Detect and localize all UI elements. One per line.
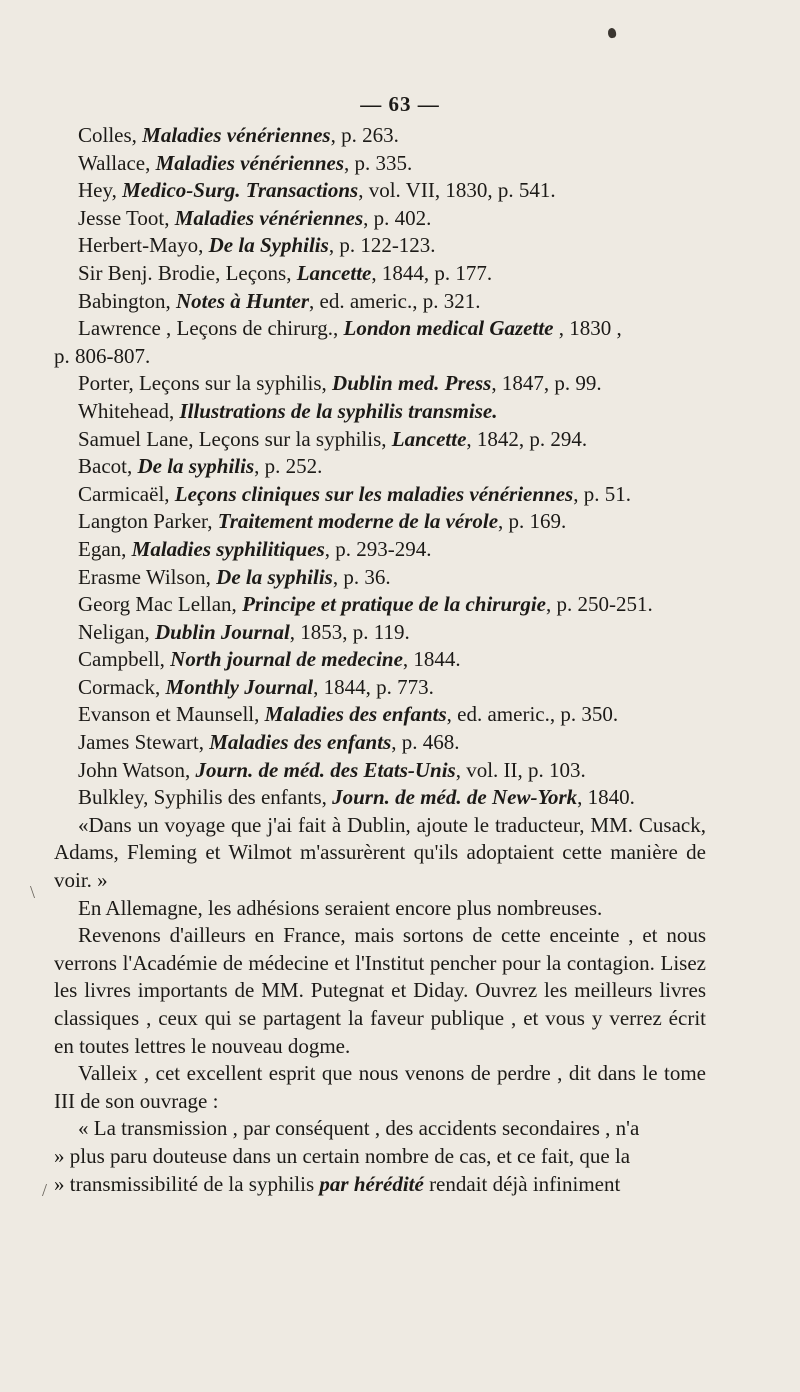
reference-author: John Watson, <box>78 757 196 782</box>
reference-details: , p. 293-294. <box>324 536 432 561</box>
reference-details: , 1844, p. 773. <box>313 674 434 699</box>
ink-blot <box>607 27 617 38</box>
paragraph-valleix: Valleix , cet excellent esprit que nous venons de perdre , dit dans le tome III de son ouvrage : <box>54 1061 706 1113</box>
reference-entry <box>78 426 706 454</box>
margin-tick: \ <box>30 882 36 902</box>
reference-author: Neligan, <box>78 619 155 644</box>
page-text <box>54 122 706 1198</box>
reference-author: Jesse Toot, <box>78 205 175 230</box>
reference-entry <box>78 260 706 288</box>
reference-author: Bacot, <box>78 454 138 479</box>
reference-author: Samuel Lane, Leçons sur la syphilis, <box>78 426 392 451</box>
reference-title: De la Syphilis <box>208 233 329 258</box>
reference-entry <box>78 205 706 233</box>
reference-details: , vol. VII, 1830, p. 541. <box>358 178 556 203</box>
reference-title: Maladies vénériennes <box>174 205 364 230</box>
reference-entry <box>78 453 706 481</box>
paragraph-allemagne: En Allemagne, les adhésions seraient encore plus nombreuses. <box>78 895 603 920</box>
reference-entry <box>78 646 706 674</box>
reference-details: , p. 122-123. <box>328 233 436 258</box>
reference-details: , vol. II, p. 103. <box>455 757 586 782</box>
quote-text: » transmissibilité de la syphilis <box>54 1171 320 1196</box>
reference-entry <box>78 729 706 757</box>
reference-author: Sir Benj. Brodie, Leçons, <box>78 260 297 285</box>
reference-details: , 1844. <box>402 647 461 672</box>
reference-author: Evanson et Maunsell, <box>78 702 265 727</box>
reference-entry <box>78 757 706 785</box>
quote-text: rendait déjà infiniment <box>423 1171 621 1196</box>
reference-entry <box>78 370 706 398</box>
reference-title: Monthly Journal <box>165 674 314 699</box>
reference-details: , 1844, p. 177. <box>371 260 493 285</box>
reference-details: , 1842, p. 294. <box>466 426 588 451</box>
reference-title: De la syphilis <box>216 564 333 589</box>
reference-author: Colles, <box>78 123 143 147</box>
reference-title: Notes à Hunter <box>176 288 310 313</box>
reference-details: , 1853, p. 119. <box>289 619 410 644</box>
reference-author: Hey, <box>78 178 123 203</box>
reference-title: Lancette <box>391 426 467 451</box>
reference-entry <box>78 701 706 729</box>
quote-block <box>54 1115 706 1198</box>
reference-author: Porter, Leçons sur la syphilis, <box>78 371 333 396</box>
reference-title: De la syphilis <box>137 454 255 479</box>
reference-entry <box>78 122 706 150</box>
reference-details: , p. 468. <box>391 730 460 755</box>
reference-title: Maladies vénériennes <box>155 150 344 175</box>
reference-title: Medico-Surg. Transactions <box>122 178 359 203</box>
reference-title: London medical Gazette <box>343 316 554 341</box>
reference-author: Cormack, <box>78 674 166 699</box>
reference-details: , p. 252. <box>254 454 323 479</box>
reference-entry <box>78 784 706 812</box>
reference-details: , 1847, p. 99. <box>491 371 602 396</box>
reference-title: Lancette <box>296 260 372 285</box>
reference-author: Herbert-Mayo, <box>78 233 209 258</box>
reference-entry <box>54 315 706 370</box>
reference-entry <box>78 674 706 702</box>
reference-details: , p. 51. <box>573 481 631 506</box>
reference-author: Whitehead, <box>78 398 180 423</box>
reference-author: James Stewart, <box>78 730 210 755</box>
reference-entry <box>78 398 706 426</box>
reference-details: , p. 169. <box>498 509 567 534</box>
reference-list <box>54 122 706 812</box>
reference-title: Journ. de méd. des Etats-Unis <box>195 757 456 782</box>
reference-author: Babington, <box>78 288 176 313</box>
reference-entry <box>78 619 706 647</box>
page-number: — 63 — <box>360 92 440 116</box>
reference-author: Erasme Wilson, <box>78 564 217 589</box>
quote-line: » plus paru douteuse dans un certain nombre de cas, et ce fait, que la <box>54 1143 631 1168</box>
reference-author: Campbell, <box>78 647 171 672</box>
reference-title: Traitement moderne de la vérole <box>217 509 499 534</box>
reference-continuation: p. 806-807. <box>54 343 151 368</box>
reference-author: Egan, <box>78 536 132 561</box>
reference-entry <box>78 591 706 619</box>
quote-line: « La transmission , par conséquent , des accidents secondaires , n'a <box>78 1116 640 1141</box>
reference-author: Georg Mac Lellan, <box>78 592 243 617</box>
reference-title: Maladies des enfants <box>209 730 392 755</box>
reference-details: , p. 250-251. <box>545 592 653 617</box>
reference-title: Journ. de méd. de New-York <box>332 785 578 810</box>
reference-title: Dublin med. Press <box>332 371 492 396</box>
reference-title: Maladies vénériennes <box>142 123 331 147</box>
reference-title: Maladies syphilitiques <box>131 536 325 561</box>
reference-details: , p. 263. <box>330 123 399 147</box>
paragraph-france: Revenons d'ailleurs en France, mais sortons de cette enceinte , et nous verrons l'Académie de médecine et l'Institut pencher pour la contagion. Lisez les livres importants de MM. Putegnat et Diday. Ouvrez les meilleurs livres classiques , ceux qui se partagent la faveur publique , et vous y verrez écrit en toutes lettres le nouveau dogme. <box>54 923 706 1058</box>
margin-tick: / <box>42 1180 48 1200</box>
reference-title: Dublin Journal <box>154 619 290 644</box>
quote-line <box>54 1171 706 1199</box>
reference-title: Principe et pratique de la chirurgie <box>242 592 546 617</box>
reference-entry <box>78 564 706 592</box>
reference-entry <box>78 177 706 205</box>
reference-entry <box>78 232 706 260</box>
reference-author: Wallace, <box>78 150 156 175</box>
reference-author: Carmicaël, <box>78 481 175 506</box>
reference-details: , ed. americ., p. 350. <box>446 702 619 727</box>
reference-entry <box>78 150 706 178</box>
reference-details: , p. 36. <box>332 564 391 589</box>
reference-title: Maladies des enfants <box>264 702 447 727</box>
reference-title: North journal de medecine <box>170 647 403 672</box>
reference-details: , p. 335. <box>344 150 413 175</box>
reference-author: Lawrence , Leçons de chirurg., <box>78 316 344 341</box>
reference-entry <box>78 536 706 564</box>
reference-author: Bulkley, Syphilis des enfants, <box>78 785 333 810</box>
reference-entry <box>78 288 706 316</box>
reference-details: , 1840. <box>577 785 635 810</box>
reference-details: , ed. americ., p. 321. <box>309 288 481 313</box>
reference-entry <box>78 481 706 509</box>
reference-entry <box>78 508 706 536</box>
quote-italic: par hérédité <box>319 1171 424 1196</box>
reference-title: Illustrations de la syphilis transmise. <box>179 398 498 423</box>
paragraph-dublin: «Dans un voyage que j'ai fait à Dublin, ajoute le traducteur, MM. Cusack, Adams, Fleming et Wilmot m'assurèrent qu'ils adoptaient cette manière de voir. » <box>54 812 706 893</box>
reference-details: , p. 402. <box>363 205 432 230</box>
reference-author: Langton Parker, <box>78 509 218 534</box>
reference-title: Leçons cliniques sur les maladies vénériennes <box>174 481 574 506</box>
reference-details: , 1830 , <box>553 316 622 341</box>
